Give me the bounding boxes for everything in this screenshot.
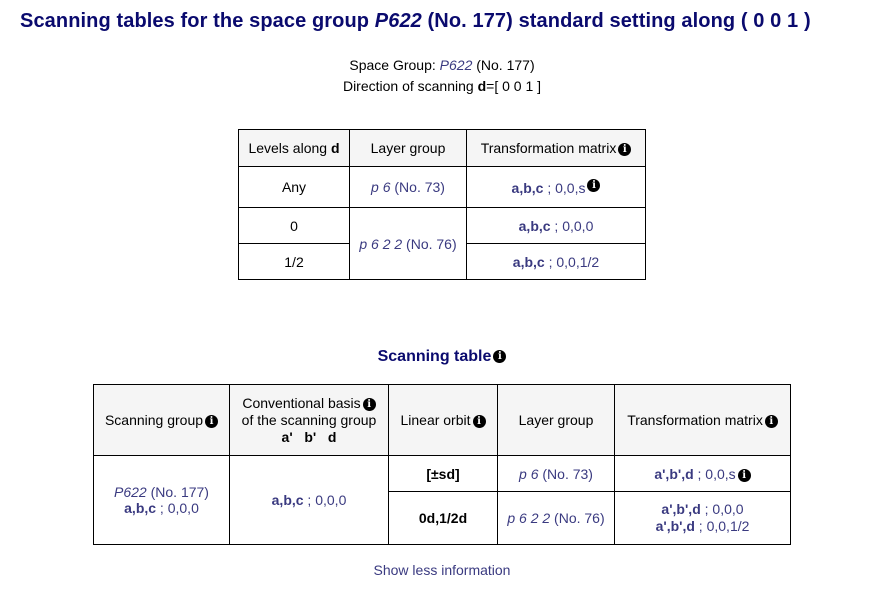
title-space-group-symbol: P622	[374, 10, 422, 32]
info-icon[interactable]: i	[738, 469, 751, 482]
transformation-basis: a',b',d	[655, 518, 695, 534]
space-group-label: Space Group:	[349, 57, 440, 73]
level-cell: 0	[239, 208, 350, 244]
direction-label: Direction of scanning	[342, 78, 478, 94]
levels-header	[239, 130, 350, 167]
transformation-origin: ; 0,0,0	[700, 501, 744, 517]
show-less-link[interactable]: Show less information	[373, 562, 511, 578]
direction-value: =[ 0 0 1 ]	[486, 78, 542, 94]
conventional-basis-header-text: Conventional basis	[242, 394, 361, 411]
conventional-basis-value: a,b,c	[271, 492, 304, 508]
info-icon[interactable]: i	[765, 415, 778, 428]
linear-orbit-prefix: 0	[418, 510, 427, 526]
layer-group-number: (No. 73)	[390, 179, 445, 195]
layer-group-cell	[350, 167, 467, 208]
layer-group-number: (No. 73)	[538, 465, 593, 482]
scanning-group-cell	[94, 456, 230, 545]
table-row	[239, 208, 646, 244]
transformation-origin: ; 0,0,s	[693, 465, 736, 482]
scanning-table-title-text: Scanning table	[377, 348, 492, 365]
transformation-basis: a,b,c	[511, 179, 544, 196]
scanning-group-header-label: Scanning group	[104, 412, 204, 428]
layer-group-symbol: p 6	[371, 179, 391, 195]
transformation-line	[619, 501, 786, 518]
linear-orbit-header-label: Linear orbit	[400, 412, 471, 428]
title-prefix: Scanning tables for the space group	[20, 10, 375, 32]
conventional-basis-origin: ; 0,0,0	[303, 492, 347, 508]
levels-header-label: Levels along	[248, 140, 331, 156]
transformation-header-label: Transformation matrix	[480, 140, 617, 156]
transformation-header	[467, 130, 646, 167]
transformation-cell	[467, 244, 646, 280]
direction-var: d	[477, 78, 487, 94]
scanning-table-title	[0, 348, 884, 366]
conventional-basis-header-line1	[234, 395, 384, 412]
info-icon[interactable]: i	[587, 179, 600, 192]
transformation-origin: ; 0,0,s	[543, 179, 586, 196]
transformation-origin: ; 0,0,1/2	[544, 253, 600, 270]
transformation-basis: a,b,c	[518, 217, 551, 234]
transformation-origin: ; 0,0,0	[550, 217, 594, 234]
layer-group-link[interactable]	[371, 179, 445, 195]
layer-group-link[interactable]	[519, 466, 593, 482]
transformation-line	[619, 518, 786, 535]
table-row	[239, 167, 646, 208]
linear-orbit-vector: d	[458, 510, 468, 526]
info-icon[interactable]: i	[473, 415, 486, 428]
info-icon[interactable]: i	[493, 350, 506, 363]
scanning-group-link[interactable]: P622	[114, 484, 147, 500]
info-icon[interactable]: i	[205, 415, 218, 428]
scanning-group-number: (No. 177)	[146, 484, 209, 500]
scanning-group-line	[98, 484, 225, 500]
space-group-line	[0, 55, 884, 76]
scanning-group-header	[94, 385, 230, 456]
linear-orbit-vector: d	[426, 510, 436, 526]
transformation-cell	[615, 492, 791, 545]
layer-group-cell	[498, 456, 615, 492]
scanning-group-basis: a,b,c	[124, 500, 157, 516]
layer-group-cell	[350, 208, 467, 280]
layer-group-link[interactable]	[359, 236, 456, 252]
transformation-origin: ; 0,0,1/2	[694, 518, 750, 534]
scanning-group-transform	[98, 500, 225, 516]
page-title	[20, 10, 811, 33]
layer-group-header: Layer group	[350, 130, 467, 167]
linear-orbit-mid: ,1/2	[435, 510, 459, 526]
layer-group-number: (No. 76)	[402, 235, 457, 252]
transformation-cell	[467, 208, 646, 244]
info-icon[interactable]: i	[618, 143, 631, 156]
transformation-basis: a',b',d	[654, 465, 694, 482]
linear-orbit-cell	[389, 492, 498, 545]
conventional-basis-header	[230, 385, 389, 456]
linear-orbit-cell: [±sd]	[389, 456, 498, 492]
direction-line	[0, 76, 884, 97]
level-cell: Any	[239, 167, 350, 208]
layer-group-link[interactable]	[507, 510, 604, 526]
layer-group-symbol: p 6 2 2	[507, 510, 551, 526]
transformation-cell	[467, 167, 646, 208]
layer-group-symbol: p 6 2 2	[359, 235, 403, 252]
conventional-basis-header-line3: a' b' d	[281, 428, 337, 445]
transformation-basis: a,b,c	[512, 253, 545, 270]
transformation-header	[615, 385, 791, 456]
scanning-table	[93, 384, 791, 545]
layer-group-header: Layer group	[498, 385, 615, 456]
transformation-cell	[615, 456, 791, 492]
info-icon[interactable]: i	[363, 398, 376, 411]
layer-group-number: (No. 76)	[550, 510, 605, 526]
scanning-header-row	[94, 385, 791, 456]
levels-table	[238, 129, 646, 280]
linear-orbit-header	[389, 385, 498, 456]
levels-header-row	[239, 130, 646, 167]
layer-group-cell	[498, 492, 615, 545]
space-group-info	[0, 55, 884, 97]
space-group-number: (No. 177)	[472, 57, 535, 73]
title-suffix: (No. 177) standard setting along ( 0 0 1 )	[421, 10, 811, 32]
scanning-group-origin: ; 0,0,0	[156, 500, 199, 516]
table-row	[94, 456, 791, 492]
conventional-basis-header-line2: of the scanning group	[241, 411, 377, 428]
layer-group-symbol: p 6	[519, 465, 539, 482]
space-group-link[interactable]: P622	[439, 57, 473, 73]
levels-header-var: d	[330, 140, 340, 156]
level-cell: 1/2	[239, 244, 350, 280]
conventional-basis-cell	[230, 456, 389, 545]
transformation-header-label: Transformation matrix	[627, 412, 763, 428]
transformation-basis: a',b',d	[661, 501, 701, 517]
